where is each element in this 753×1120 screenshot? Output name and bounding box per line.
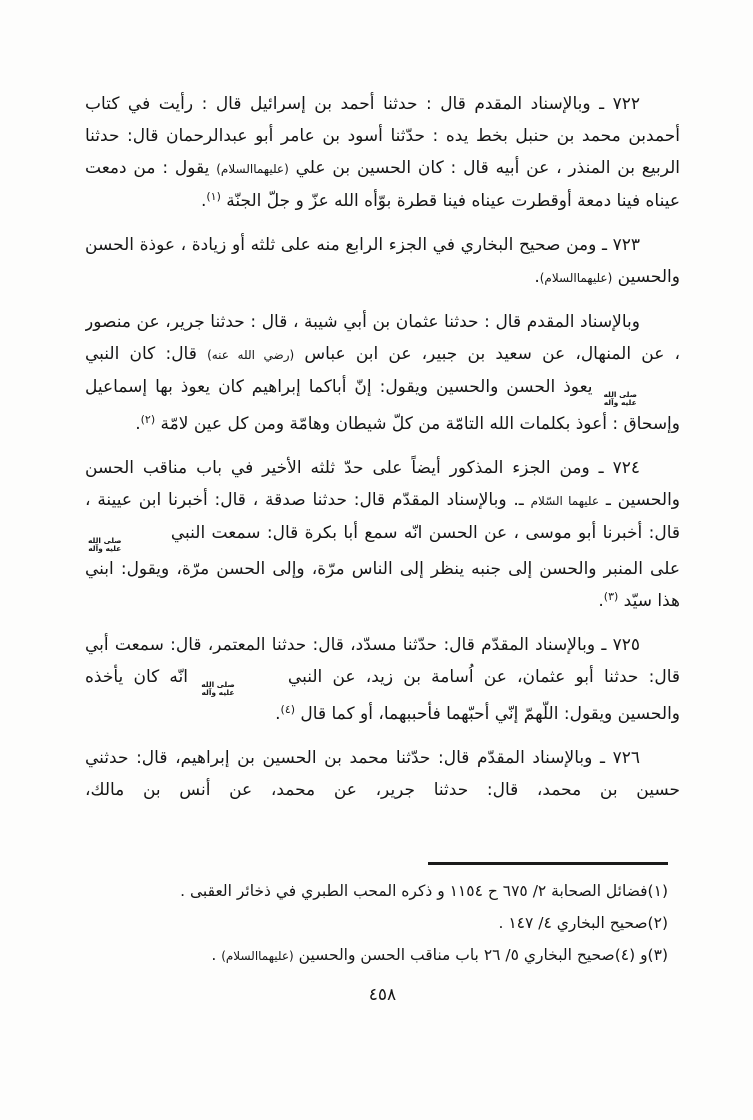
honorific-phrase: (رضي الله عنه) [207, 348, 295, 362]
paragraph-723-intro: ٧٢٣ ـ ومن صحيح البخاري في الجزء الرابع منه على ثلثه أو زيادة ، عوذة الحسن والحسين (عليهماالسلام). [85, 235, 680, 287]
footnote-ref: (٣) [603, 590, 619, 603]
footnote-2: (٢)صحيح البخاري ٤/ ١٤٧ . [498, 913, 668, 932]
footnote-ref: (١) [206, 190, 221, 203]
honorific-phrase: (عليهماالسلام) [539, 271, 613, 285]
honorific-phrase: (عليهماالسلام) [221, 948, 294, 963]
paragraph-725: ٧٢٥ ـ وبالإسناد المقدّم قال: حدّثنا مسدّد، قال: حدثنا المعتمر، قال: سمعت أبي قال: حدثنا أبو عثمان، عن اُسامة بن زيد، عن النبي صلى الله عليه وآله انّه كان يأخذه والحسين ويقول: اللّهمّ إنّي أحبّهما فأحببهما، أو كما قال $^{(٤)}$. [85, 635, 680, 724]
footnote-ref: (٤) [280, 702, 296, 716]
footnote-list [85, 875, 668, 972]
prophet-honorific-icon: صلى الله عليه وآله [88, 535, 122, 553]
paragraph-723-hadith: وبالإسناد المقدم قال : حدثنا عثمان بن أبي شيبة ، قال : حدثنا جرير، عن منصور ، عن المنهال، عن سعيد بن جبير، عن ابن عباس (رضي الله عنه) قال: كان النبي صلى الله عليه وآله يعوذ الحسن والحسين ويقول: إنّ أباكما إبراهيم كان يعوذ بها إسماعيل وإسحاق : أعوذ بكلمات الله التامّة من كلّ شيطان وهامّة ومن كل عين لامّة $^{(٢)}$. [85, 312, 680, 434]
paragraph-724: ٧٢٤ ـ ومن الجزء المذكور أيضاً على حدّ ثلثه الأخير في باب مناقب الحسن والحسين ـ عليهما السّلام ـ. وبالإسناد المقدّم قال: حدثنا صدقة ، قال: أخبرنا ابن عيينة ، قال: أخبرنا أبو موسى ، عن الحسن انّه سمع أبا بكرة قال: سمعت النبي صلى الله عليه وآله على المنبر والحسن إلى جنبه ينظر إلى الناس مرّة، وإلى الحسن مرّة، ويقول: ابني هذا سيّد $^{(٣)}$. [85, 457, 680, 611]
honorific-phrase: (عليهماالسلام) [216, 162, 289, 176]
prophet-honorific-icon: صلى الله عليه وآله [201, 680, 235, 698]
footnote-ref: (٢) [140, 412, 156, 426]
paragraph-726: ٧٢٦ ـ وبالإسناد المقدّم قال: حدّثنا محمد بن الحسين بن إبراهيم، قال: حدثني حسين بن محمد، قال: حدثنا جرير، عن محمد، عن أنس بن مالك، [85, 747, 680, 800]
footnote-area [85, 862, 668, 972]
page-number: ٤٥٨ [368, 985, 397, 1005]
body-text [85, 88, 680, 860]
paragraph-722: ٧٢٢ ـ وبالإسناد المقدم قال : حدثنا أحمد بن إسرائيل قال : رأيت في كتاب أحمدبن محمد بن حنبل بخط يده : حدّثنا أسود بن عامر أبو عبدالرحمان قال: حدثنا الربيع بن المنذر ، عن أبيه قال : كان الحسين بن علي (عليهماالسلام) يقول : من دمعت عيناه فينا دمعة أوقطرت عيناه فينا قطرة بوّأه الله عزّ و جلّ الجنّة $^{(١)}$. [85, 94, 680, 211]
footnote-separator [428, 862, 668, 865]
prophet-honorific-icon: صلى الله عليه وآله [603, 390, 637, 408]
footnote-3: (٣)و (٤)صحيح البخاري ٥/ ٢٦ باب مناقب الحسن والحسين (عليهماالسلام) . [211, 945, 668, 964]
honorific-phrase: عليهما السّلام [530, 493, 600, 508]
footnote-1: (١)فضائل الصحابة ٢/ ٦٧٥ ح ١١٥٤ و ذكره المحب الطبري في ذخائر العقبى . [180, 881, 668, 900]
